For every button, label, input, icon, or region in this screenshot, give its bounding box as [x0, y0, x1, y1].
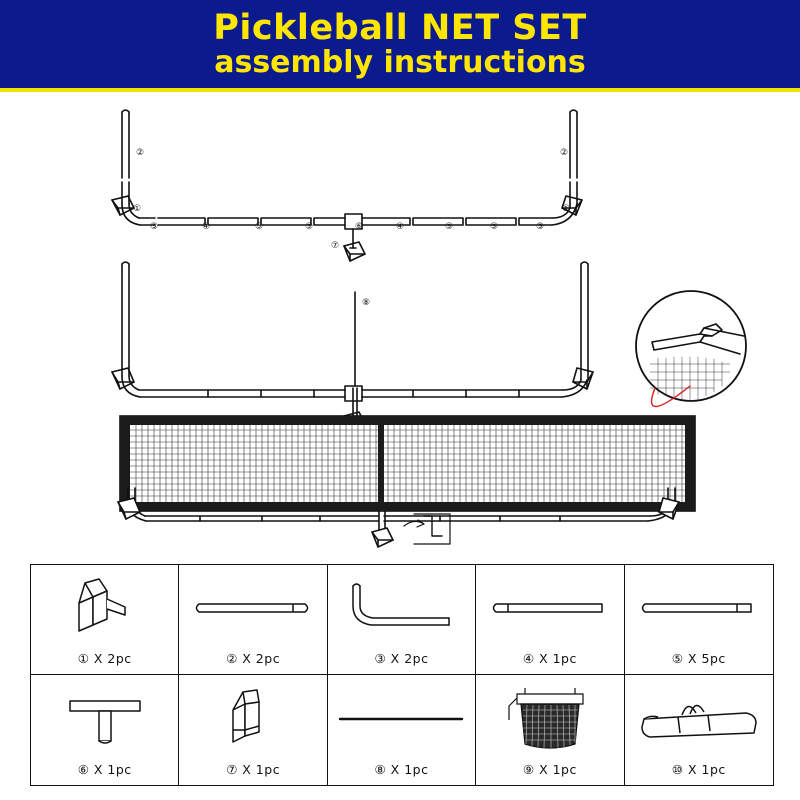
- part-cell-3: [328, 565, 476, 675]
- part-art-thin-rod: [328, 675, 475, 762]
- part-label-8: ⑧ X 1pc: [374, 762, 429, 777]
- svg-text:③: ③: [150, 222, 159, 232]
- svg-text:②: ②: [136, 148, 145, 158]
- header-banner: [0, 0, 800, 92]
- part-cell-2: [179, 565, 327, 675]
- svg-text:①: ①: [133, 204, 142, 214]
- part-label-4: ④ X 1pc: [522, 651, 577, 666]
- part-label-7: ⑦ X 1pc: [226, 762, 281, 777]
- part-label-3: ③ X 2pc: [374, 651, 429, 666]
- part-art-mid-tube: [625, 565, 773, 651]
- part-cell-9: [476, 675, 624, 785]
- part-label-5: ⑤ X 5pc: [671, 651, 726, 666]
- svg-text:②: ②: [560, 148, 569, 158]
- part-art-curved-tube: [328, 565, 475, 651]
- svg-text:④: ④: [396, 222, 405, 232]
- part-art-straight-tube: [179, 565, 326, 651]
- parts-list-table: [30, 564, 774, 786]
- part-art-center-foot: [179, 675, 326, 762]
- svg-text:④: ④: [202, 222, 211, 232]
- page-title: Pickleball NET SET: [213, 8, 587, 48]
- part-art-short-tube: [476, 565, 623, 651]
- svg-text:⑥: ⑥: [355, 222, 364, 232]
- part-cell-1: [31, 565, 179, 675]
- svg-text:⑦: ⑦: [331, 241, 340, 251]
- part-art-carry-bag: [625, 675, 773, 762]
- part-cell-5: [625, 565, 773, 675]
- part-label-9: ⑨ X 1pc: [522, 762, 577, 777]
- part-cell-7: [179, 675, 327, 785]
- part-cell-8: [328, 675, 476, 785]
- part-art-net: [476, 675, 623, 762]
- part-label-6: ⑥ X 1pc: [77, 762, 132, 777]
- part-art-t-center-post: [31, 675, 178, 762]
- part-cell-10: [625, 675, 773, 785]
- part-label-2: ② X 2pc: [226, 651, 281, 666]
- part-label-1: ① X 2pc: [77, 651, 132, 666]
- svg-text:⑤: ⑤: [445, 222, 454, 232]
- page-subtitle: assembly instructions: [214, 45, 586, 80]
- part-cell-4: [476, 565, 624, 675]
- svg-text:⑤: ⑤: [305, 222, 314, 232]
- part-cell-6: [31, 675, 179, 785]
- svg-text:③: ③: [536, 222, 545, 232]
- svg-text:①: ①: [562, 204, 571, 214]
- part-label-10: ⑩ X 1pc: [671, 762, 726, 777]
- part-art-foot-base: [31, 565, 178, 651]
- svg-text:⑤: ⑤: [255, 222, 264, 232]
- assembly-diagram: [0, 96, 800, 556]
- svg-text:⑧: ⑧: [362, 298, 371, 308]
- svg-text:⑤: ⑤: [490, 222, 499, 232]
